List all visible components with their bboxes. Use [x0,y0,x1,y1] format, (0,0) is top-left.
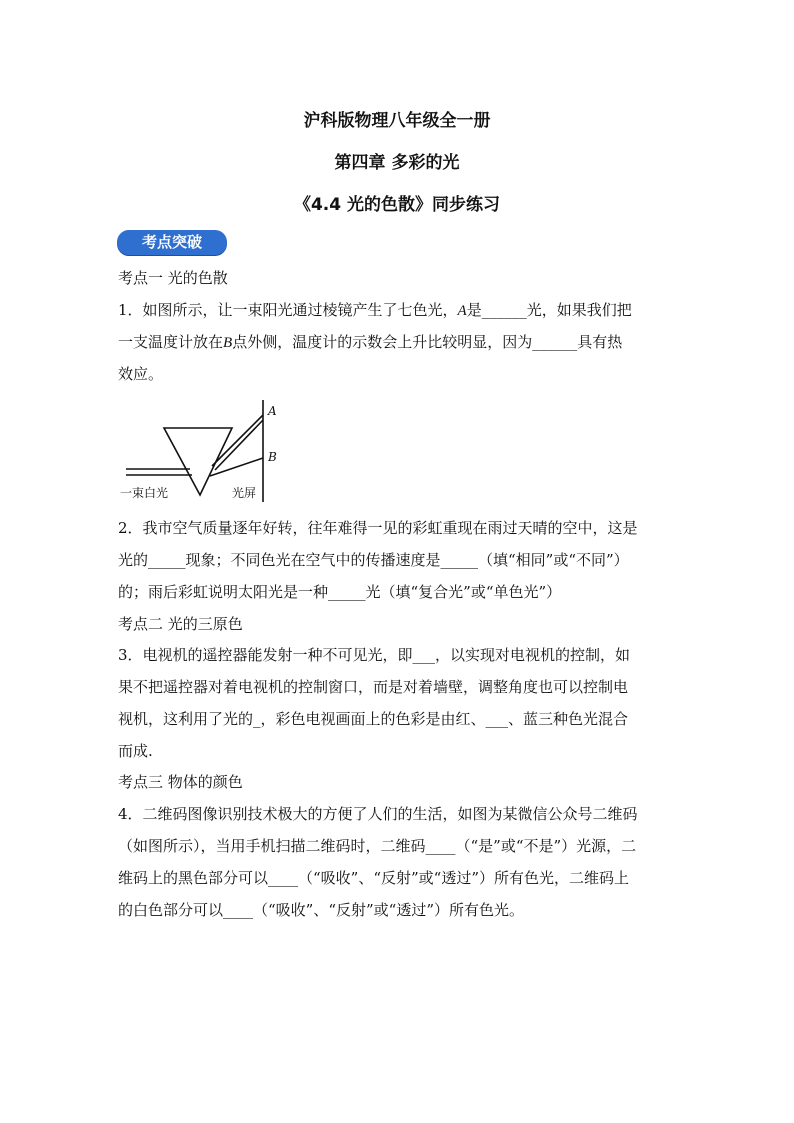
book-title: 沪科版物理八年级全一册 [303,111,491,131]
q1-var-a: A [457,303,467,319]
section-title-object-color: 考点三 物体的颜色 [118,773,243,791]
label-screen: 光屏 [232,486,257,500]
question-3-line-3: 视机，这利用了光的_，彩色电视画面上的色彩是由红、___、蓝三种色光混合 [118,710,629,728]
question-3-line-1: 3．电视机的遥控器能发射一种不可见光，即___，以实现对电视机的控制，如 [118,646,631,664]
dispersed-ray-a [212,415,263,466]
q1-text: 是______光，如果我们把 [466,301,632,319]
question-1-line-3: 效应。 [118,365,164,383]
q1-text: 1．如图所示，让一束阳光通过棱镜产生了七色光， [118,301,458,319]
question-4-line-4: 的白色部分可以____（“吸收”、“反射”或“透过”）所有色光。 [118,901,525,919]
question-3-line-4: 而成. [118,742,153,760]
question-1-line-2 [118,332,622,353]
prism-dispersion-diagram [118,398,288,503]
question-2-line-2: 光的_____现象；不同色光在空气中的传播速度是_____（填“相同”或“不同”） [118,551,629,569]
q1-text: 点外侧，温度计的示数会上升比较明显，因为______具有热 [232,333,623,351]
label-a: A [268,404,277,418]
q1-var-b: B [223,335,233,351]
label-b: B [268,450,277,464]
section-badge: 考点突破 [117,230,227,255]
prism [164,428,232,495]
question-2-line-1: 2．我市空气质量逐年好转，往年难得一见的彩虹重现在雨过天晴的空中，这是 [118,519,638,537]
lesson-title: 《4.4 光的色散》同步练习 [293,195,501,215]
question-4-line-2: （如图所示），当用手机扫描二维码时，二维码____（“是”或“不是”）光源，二 [118,837,637,855]
question-4-line-3: 维码上的黑色部分可以____（“吸收”、“反射”或“透过”）所有色光，二维码上 [118,869,630,887]
question-2-line-3: 的；雨后彩虹说明太阳光是一种_____光（填“复合光”或“单色光”） [118,583,562,601]
label-white-light: 一束白光 [120,486,169,500]
section-title-dispersion: 考点一 光的色散 [118,269,228,287]
chapter-title: 第四章 多彩的光 [334,153,460,173]
question-3-line-2: 果不把遥控器对着电视机的控制窗口，而是对着墙壁，调整角度也可以控制电 [118,678,629,696]
section-title-primary-colors: 考点二 光的三原色 [118,615,243,633]
q1-text: 一支温度计放在 [118,333,224,351]
question-4-line-1: 4．二维码图像识别技术极大的方便了人们的生活，如图为某微信公众号二维码 [118,805,638,823]
question-1-line-1 [118,300,632,321]
